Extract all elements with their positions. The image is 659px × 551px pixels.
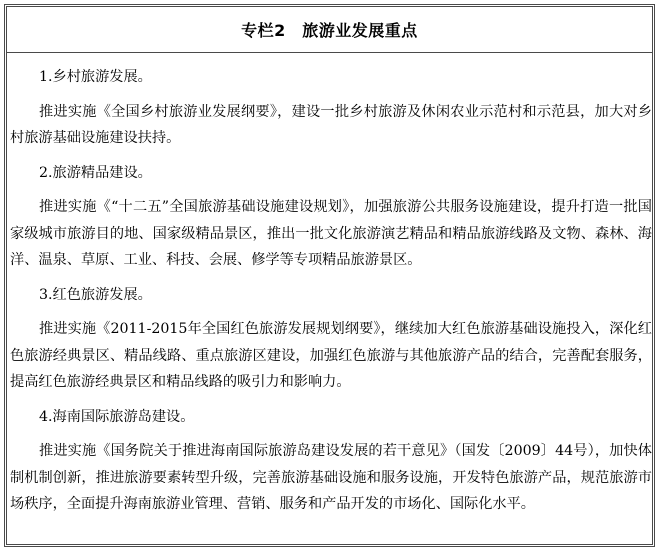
section-heading-2: 2.旅游精品建设。 bbox=[39, 164, 152, 181]
section-body-1: 推进实施《全国乡村旅游业发展纲要》，建设一批乡村旅游及休闲农业示范村和示范县，加大对乡村旅游基础设施建设扶持。 bbox=[10, 103, 652, 146]
box-content bbox=[7, 53, 652, 518]
column-box bbox=[4, 4, 655, 547]
section-heading-1: 1.乡村旅游发展。 bbox=[39, 69, 152, 85]
section-heading-3: 3.红色旅游发展。 bbox=[39, 286, 152, 303]
section-body-3: 推进实施《2011-2015年全国红色旅游发展规划纲要》，继续加大红色旅游基础设施投入，深化红色旅游经典景区、精品线路、重点旅游区建设，加强红色旅游与其他旅游产品的结合，完善配套服务，提高红色旅游经典景区和精品线路的吸引力和影响力。 bbox=[10, 321, 652, 390]
section-heading-4: 4.海南国际旅游岛建设。 bbox=[39, 408, 195, 425]
section-body-2: 推进实施《“十二五”全国旅游基础设施建设规划》，加强旅游公共服务设施建设，提升打造一批国家级城市旅游目的地、国家级精品景区，推出一批文化旅游演艺精品和精品旅游线路及文物、森林、海洋、温泉、草原、工业、科技、会展、修学等专项精品旅游景区。 bbox=[10, 199, 652, 268]
box-title: 专栏2 旅游业发展重点 bbox=[241, 21, 418, 40]
title-row bbox=[7, 7, 652, 53]
section-body-4: 推进实施《国务院关于推进海南国际旅游岛建设发展的若干意见》（国发〔2009〕44号），加快体制机制创新，推进旅游要素转型升级，完善旅游基础设施和服务设施，开发特色旅游产品，规范旅游市场秩序，全面提升海南旅游业管理、营销、服务和产品开发的市场化、国际化水平。 bbox=[10, 443, 652, 512]
